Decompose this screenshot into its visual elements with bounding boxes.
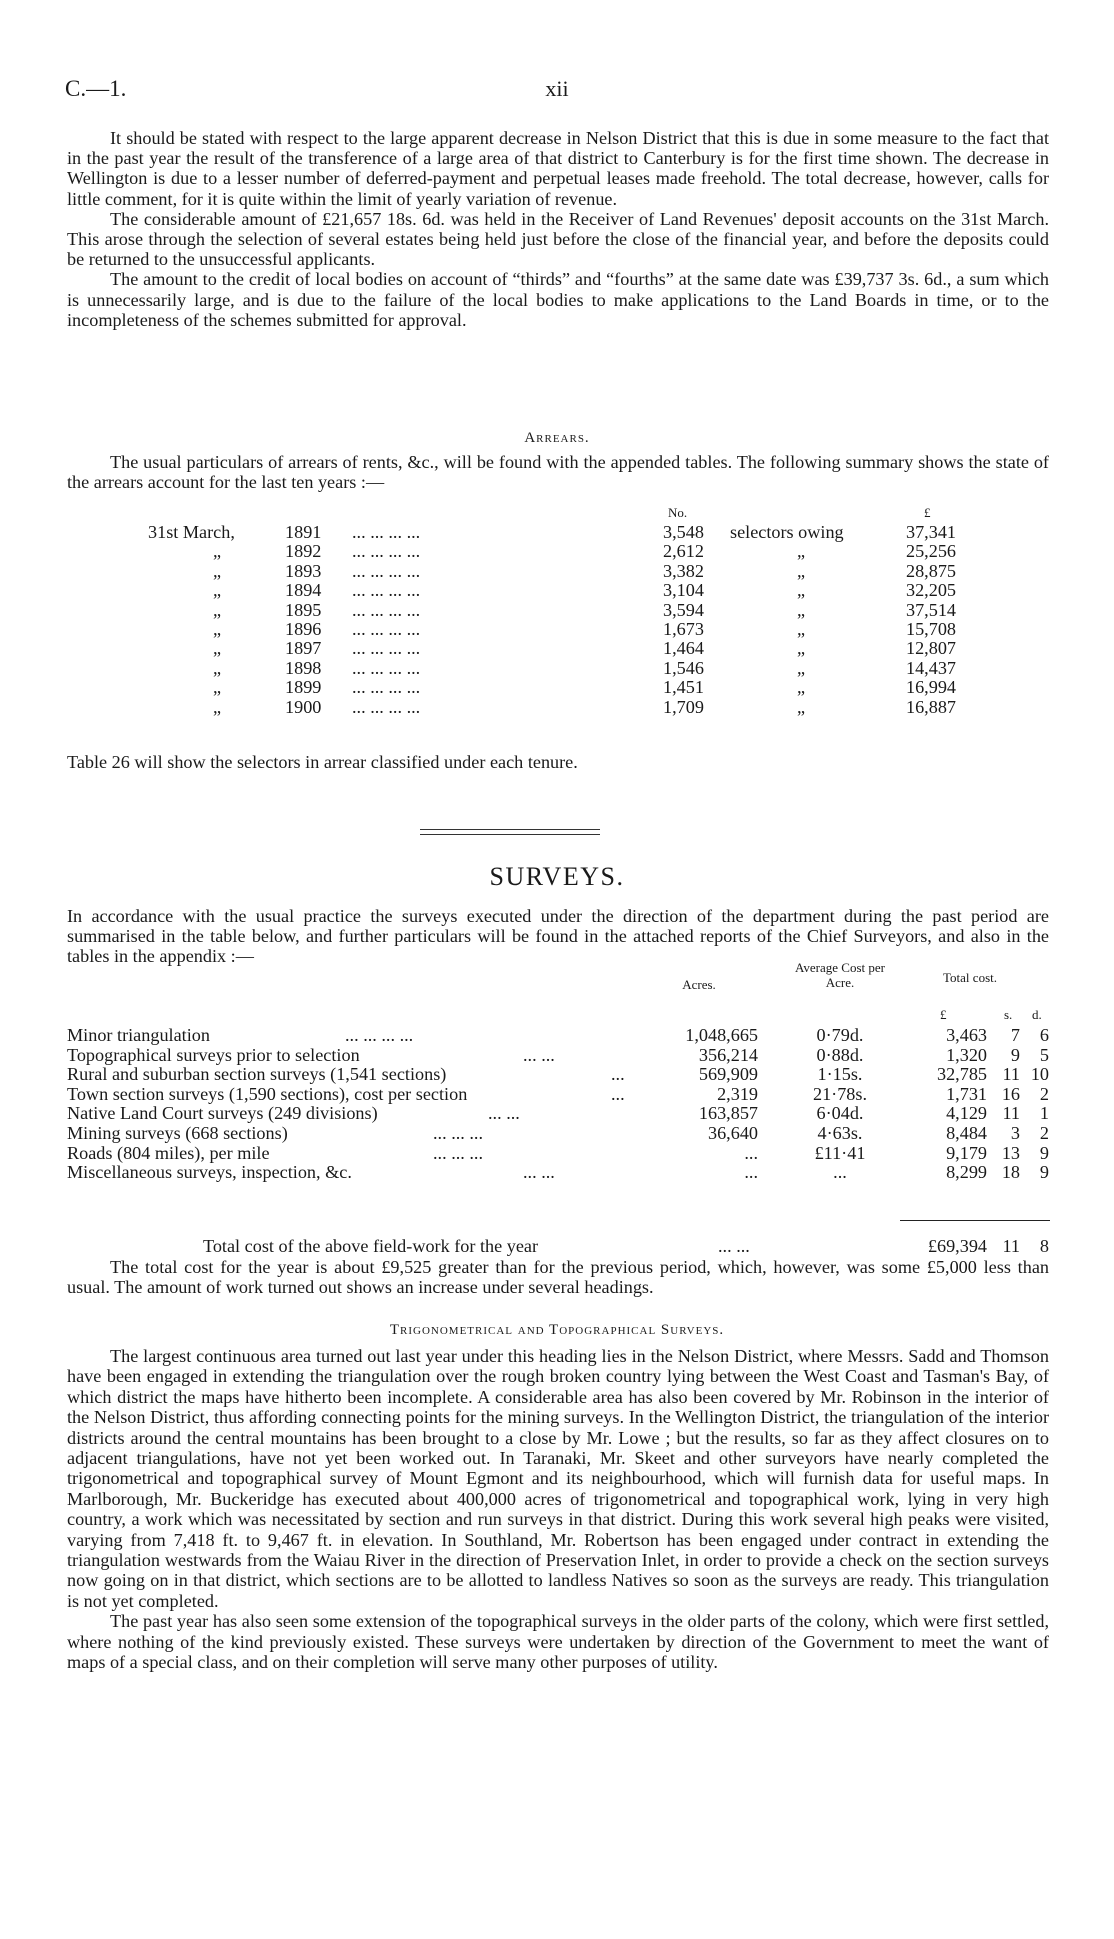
arrears-ditto: „ <box>213 541 222 562</box>
total-dots: ... ... <box>718 1236 750 1256</box>
survey-total-pence: 2 <box>1039 1123 1049 1143</box>
survey-acres: 163,857 <box>698 1103 758 1124</box>
arrears-count: 1,546 <box>663 657 704 678</box>
arrears-year: 1891 <box>285 522 322 542</box>
arrears-footer: Table 26 will show the selectors in arrear classified under each tenure. <box>67 752 578 772</box>
col-acres: Acres. <box>682 977 716 992</box>
arrears-ditto: „ <box>213 638 222 659</box>
survey-total-pounds: 3,463 <box>946 1025 987 1045</box>
arrears-dots: ... ... ... ... <box>352 677 421 698</box>
survey-average-cost: 6·04d. <box>816 1103 864 1124</box>
trig-paragraph-1: The largest continuous area turned out last year under this heading lies in the Nelson District, where Messrs. Sadd and Thomson have been engaged in extending the triangulation over the rough broken country lying between the West Coast and Tasman's Bay, of which district the maps have hitherto been incomplete. A considerable area has also been covered by Mr. Robinson in the interior of the Nelson District, thus affording connecting points for the mining surveys. In the Wellington District, the triangulation of the interior districts around the central mountains has been brought to a close by Mr. Lowe ; but the results, so far as they affect closures on to adjacent triangulations, have not yet been worked out. In Taranaki, Mr. Skeet and other surveyors have nearly completed the trigonometrical and topographical survey of Mount Egmont and its neighbourhood, which will furnish data for useful maps. In Marlborough, Mr. Buckeridge has executed about 400,000 acres of trigonometrical and topographical work, lying in very high country, a work which was necessitated by section and run surveys in that district. During this work several high peaks were visited, varying from 7,418 ft. to 9,467 ft. in elevation. In Southland, Mr. Robertson has been engaged under contract in extending the triangulation westwards from the Waiau River in the direction of Preservation Inlet, in order to provide a check on the section surveys now going on in that district, which sections are to be allotted to landless Natives so soon as the surveys are ready. This triangulation is not yet completed. <box>67 1346 1049 1611</box>
arrears-col-no: No. <box>668 505 688 520</box>
survey-dots: ... ... ... <box>433 1142 484 1163</box>
arrears-ditto: „ <box>213 619 222 639</box>
survey-total-pence: 5 <box>1039 1044 1049 1065</box>
arrears-dots: ... ... ... ... <box>352 599 421 620</box>
document-code: C.—1. <box>65 76 127 101</box>
arrears-ditto: „ <box>213 580 222 601</box>
survey-total-pence: 2 <box>1039 1083 1049 1104</box>
surveys-title: SURVEYS. <box>489 862 625 891</box>
arrears-intro: The usual particulars of arrears of rents, &c., will be found with the appended tables. The following summary shows the state of the arrears account for the last ten years :— <box>67 452 1049 493</box>
arrears-dots: ... ... ... ... <box>352 560 421 581</box>
col-total-cost: Total cost. <box>943 970 997 985</box>
survey-total-pence: 6 <box>1039 1025 1049 1045</box>
paragraph-nelson: It should be stated with respect to the large apparent decrease in Nelson District that this is due in some measure to the fact that in the past year the result of the transference of a large area of that district to Canterbury is for the first time shown. The decrease in Wellington is due to a lesser number of deferred-payment and perpetual leases made freehold. The total decrease, however, calls for little comment, for it is quite within the limit of yearly variation of revenue. <box>67 128 1049 209</box>
arrears-count: 1,464 <box>663 638 704 659</box>
arrears-amount: 14,437 <box>905 657 956 678</box>
survey-total-shillings: 16 <box>1001 1083 1020 1104</box>
survey-total-pence: 9 <box>1039 1162 1049 1183</box>
paragraph-deposit: The considerable amount of £21,657 18s. 6d. was held in the Receiver of Land Revenues' deposit accounts on the 31st March. This arose through the selection of several estates being held just before the close of the financial year, and before the deposits could be returned to the unsuccessful applicants. <box>67 208 1049 270</box>
survey-total-pounds: 1,731 <box>946 1083 987 1104</box>
survey-total-shillings: 11 <box>1002 1103 1020 1124</box>
arrears-count: 2,612 <box>663 541 704 562</box>
survey-acres: 569,909 <box>698 1064 758 1085</box>
arrears-dots: ... ... ... ... <box>352 522 421 542</box>
arrears-between: „ <box>797 541 806 562</box>
arrears-between: „ <box>797 696 806 717</box>
arrears-year: 1897 <box>285 638 322 659</box>
survey-acres: 356,214 <box>698 1044 758 1065</box>
arrears-amount: 16,994 <box>905 677 956 698</box>
arrears-count: 3,594 <box>663 599 704 620</box>
survey-total-pence: 9 <box>1039 1142 1049 1163</box>
arrears-amount: 37,514 <box>905 599 956 620</box>
arrears-between: „ <box>797 619 806 639</box>
arrears-ditto: „ <box>213 677 222 698</box>
total-pounds: £69,394 <box>927 1236 987 1256</box>
survey-total-shillings: 11 <box>1002 1064 1020 1085</box>
page-number: xii <box>545 76 569 101</box>
arrears-count: 1,673 <box>663 619 704 639</box>
arrears-between: „ <box>797 599 806 620</box>
survey-acres: 36,640 <box>707 1123 758 1143</box>
survey-total-pounds: 8,484 <box>946 1123 987 1143</box>
arrears-year: 1893 <box>285 560 322 581</box>
survey-average-cost: 4·63s. <box>817 1123 863 1143</box>
total-pence: 8 <box>1039 1236 1049 1256</box>
survey-total-pounds: 32,785 <box>936 1064 987 1085</box>
arrears-ditto: „ <box>213 560 222 581</box>
col-shillings: s. <box>1004 1007 1013 1022</box>
survey-dots: ... ... <box>523 1044 555 1065</box>
arrears-between: „ <box>797 677 806 698</box>
survey-label: Miscellaneous surveys, inspection, &c. <box>67 1162 352 1183</box>
survey-average-cost: 0·79d. <box>816 1025 864 1045</box>
trig-heading: Trigonometrical and Topographical Surveys. <box>389 1322 725 1338</box>
arrears-count: 1,451 <box>663 677 704 698</box>
survey-label: Roads (804 miles), per mile <box>67 1142 270 1163</box>
survey-label: Mining surveys (668 sections) <box>67 1123 288 1143</box>
arrears-dots: ... ... ... ... <box>352 696 421 717</box>
arrears-ditto: „ <box>213 696 222 717</box>
survey-total-pounds: 4,129 <box>946 1103 987 1124</box>
surveys-after-total: The total cost for the year is about £9,525 greater than for the previous period, which, however, was some £5,000 less than usual. The amount of work turned out shows an increase under several headings. <box>67 1257 1049 1298</box>
arrears-amount: 32,205 <box>905 580 956 601</box>
survey-dots: ... ... <box>488 1103 520 1124</box>
arrears-dots: ... ... ... ... <box>352 619 421 639</box>
arrears-heading: Arrears. <box>524 430 590 446</box>
survey-total-pence: 1 <box>1039 1103 1049 1124</box>
arrears-between: selectors owing <box>730 522 844 542</box>
survey-total-pounds: 9,179 <box>946 1142 987 1163</box>
arrears-year: 1900 <box>285 696 322 717</box>
survey-average-cost: 0·88d. <box>816 1044 864 1065</box>
paragraph-local-bodies: The amount to the credit of local bodies on account of “thirds” and “fourths” at the same date was £39,737 3s. 6d., a sum which is unnecessarily large, and is due to the failure of the local bodies to make applications to the Land Boards in time, or to the incompleteness of the schemes submitted for approval. <box>67 269 1049 330</box>
arrears-amount: 16,887 <box>905 696 956 717</box>
arrears-year: 1898 <box>285 657 322 678</box>
intro-paragraphs <box>67 128 1049 330</box>
survey-acres: ... <box>744 1162 758 1183</box>
survey-average-cost: ... <box>833 1162 847 1183</box>
arrears-ditto: „ <box>213 657 222 678</box>
arrears-ditto: „ <box>213 599 222 620</box>
total-shillings: 11 <box>1002 1236 1020 1256</box>
survey-label: Rural and suburban section surveys (1,541 sections) <box>67 1064 447 1085</box>
section-divider <box>420 834 600 835</box>
survey-average-cost: 21·78s. <box>812 1083 868 1104</box>
survey-average-cost: £11·41 <box>814 1142 866 1163</box>
survey-label: Town section surveys (1,590 sections), cost per section <box>67 1083 468 1104</box>
arrears-dots: ... ... ... ... <box>352 541 421 562</box>
trig-paragraph-2: The past year has also seen some extension of the topographical surveys in the older parts of the colony, which were first settled, where nothing of the kind previously existed. These surveys were undertaken by direction of the Government to meet the want of maps of a special class, and on their completion will serve many other purposes of utility. <box>67 1611 1049 1673</box>
total-label: Total cost of the above field-work for the year <box>203 1236 539 1256</box>
arrears-between: „ <box>797 560 806 581</box>
surveys-intro: In accordance with the usual practice the surveys executed under the direction of the department during the past period are summarised in the table below, and further particulars will be found in the attached reports of the Chief Surveyors, and also in the tables in the appendix :— <box>67 906 1049 967</box>
survey-total-pence: 10 <box>1030 1064 1049 1085</box>
arrears-count: 3,104 <box>663 580 704 601</box>
survey-total-pounds: 8,299 <box>946 1162 987 1183</box>
survey-dots: ... ... <box>523 1162 555 1183</box>
col-pence: d. <box>1032 1007 1042 1022</box>
arrears-col-pound: £ <box>924 505 931 520</box>
arrears-count: 3,382 <box>663 560 704 581</box>
col-pound: £ <box>940 1007 947 1022</box>
arrears-date-label: 31st March, <box>148 522 235 542</box>
survey-acres: 1,048,665 <box>685 1025 758 1045</box>
arrears-between: „ <box>797 657 806 678</box>
arrears-amount: 15,708 <box>905 619 956 639</box>
survey-total-shillings: 18 <box>1001 1162 1020 1183</box>
survey-total-shillings: 13 <box>1001 1142 1020 1163</box>
survey-dots: ... ... ... ... <box>345 1025 414 1045</box>
survey-dots: ... <box>611 1064 625 1085</box>
arrears-year: 1892 <box>285 541 322 562</box>
survey-dots: ... <box>611 1083 625 1104</box>
arrears-year: 1896 <box>285 619 322 639</box>
survey-average-cost: 1·15s. <box>817 1064 863 1085</box>
arrears-between: „ <box>797 580 806 601</box>
survey-total-shillings: 9 <box>1010 1044 1020 1065</box>
arrears-amount: 12,807 <box>905 638 956 659</box>
survey-label: Native Land Court surveys (249 divisions) <box>67 1103 378 1124</box>
arrears-amount: 25,256 <box>905 541 956 562</box>
arrears-amount: 28,875 <box>905 560 956 581</box>
col-average-cost: Average Cost per Acre. <box>794 960 885 990</box>
arrears-year: 1894 <box>285 580 322 601</box>
survey-label: Minor triangulation <box>67 1025 210 1045</box>
section-divider <box>420 829 600 830</box>
survey-total-pounds: 1,320 <box>946 1044 987 1065</box>
survey-acres: ... <box>744 1142 758 1163</box>
arrears-dots: ... ... ... ... <box>352 657 421 678</box>
arrears-dots: ... ... ... ... <box>352 580 421 601</box>
survey-dots: ... ... ... <box>433 1123 484 1143</box>
arrears-amount: 37,341 <box>905 522 956 542</box>
arrears-between: „ <box>797 638 806 659</box>
arrears-count: 1,709 <box>663 696 704 717</box>
arrears-year: 1895 <box>285 599 322 620</box>
arrears-year: 1899 <box>285 677 322 698</box>
survey-label: Topographical surveys prior to selection <box>67 1044 360 1065</box>
arrears-dots: ... ... ... ... <box>352 638 421 659</box>
trig-paragraphs <box>67 1346 1049 1673</box>
arrears-count: 3,548 <box>663 522 704 542</box>
survey-total-shillings: 7 <box>1010 1025 1020 1045</box>
survey-acres: 2,319 <box>717 1083 758 1104</box>
survey-total-shillings: 3 <box>1010 1123 1020 1143</box>
total-rule <box>900 1220 1050 1221</box>
